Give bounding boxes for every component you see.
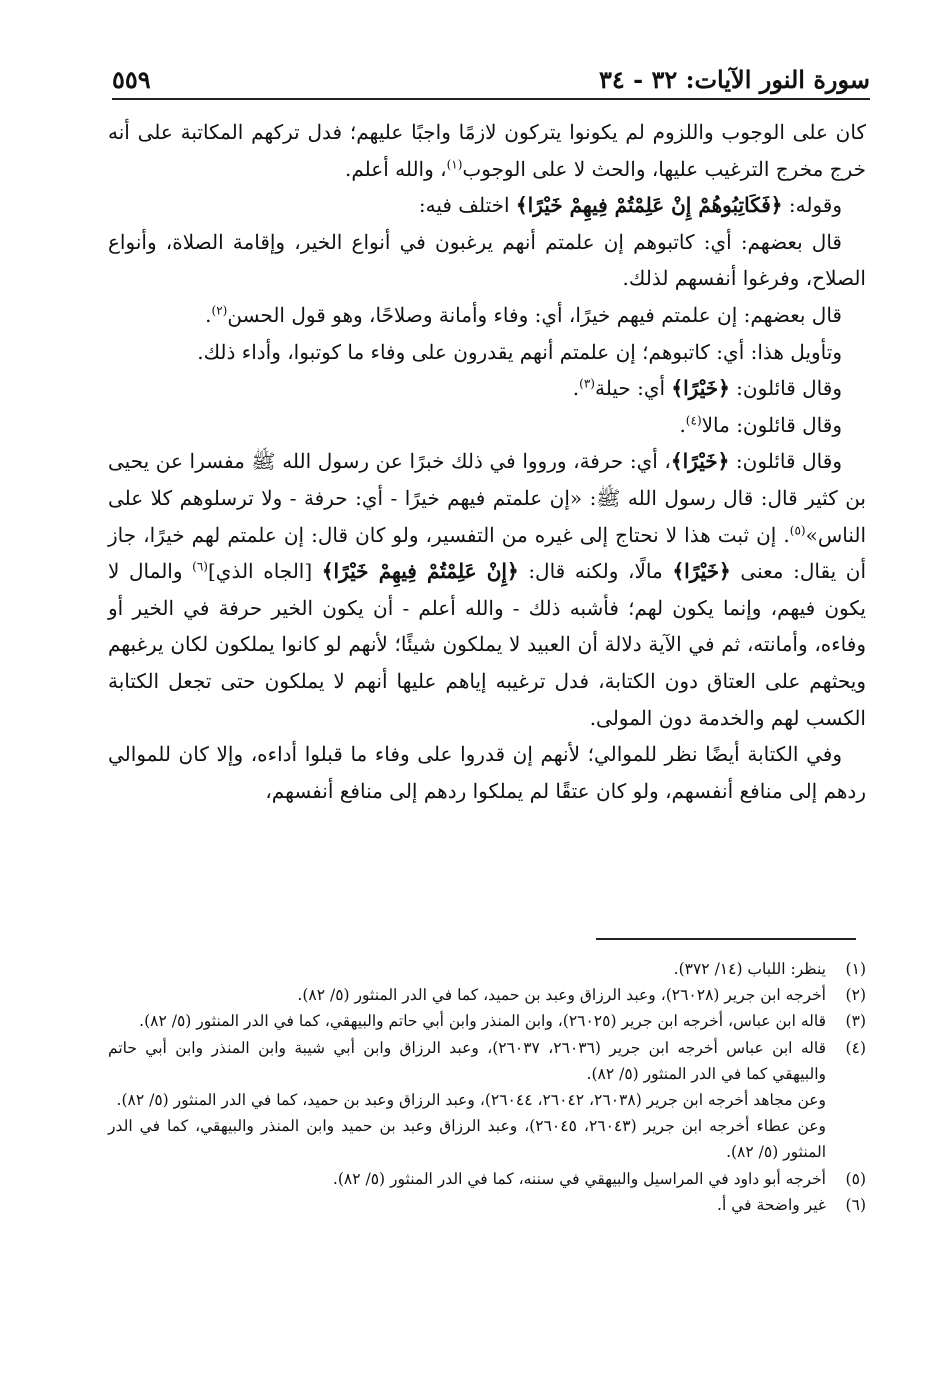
paragraph-4: قال بعضهم: إن علمتم فيهم خيرًا، أي: وفاء وأمانة وصلاحًا، وهو قول الحسن$^{(٢)}$. [205, 302, 842, 327]
paragraph-5: وتأويل هذا: أي: كاتبوهم؛ إن علمتم أنهم يقدرون على وفاء ما كوتبوا، وأداء ذلك. [197, 339, 842, 364]
footnote-subitem: وعن عطاء أخرجه ابن جرير (٢٦٠٤٣، ٢٦٠٤٥)، وعبد الرزاق وعبد بن حميد وابن المنذر والبيهقي، كما في الدر المنثور (٥/ ٨٢). [108, 1117, 826, 1162]
paragraph-6: وقال قائلون: ﴿خَيْرًا﴾ أي: حيلة$^{(٣)}$. [572, 376, 842, 401]
footnote-ref-3: (٣) [579, 376, 595, 391]
footnote-ref-4: (٤) [685, 413, 702, 428]
paragraph-3: قال بعضهم: أي: كاتبوهم إن علمتم أنهم يرغبون في أنواع الخير، وإقامة الصلاة، وأنواع الصلاح، وفرغوا أنفسهم لذلك. [108, 229, 866, 291]
footnote-ref-2: (٢) [211, 303, 228, 318]
quran-word: ﴿خَيْرًا﴾ [671, 376, 730, 401]
footnote-item: (٦) غير واضحة في أ. [717, 1195, 866, 1214]
quran-verse: ﴿إِنْ عَلِمْتُمْ فِيهِمْ خَيْرًا﴾ [321, 559, 519, 584]
page-header [112, 56, 870, 94]
paragraph-8: وقال قائلون: ﴿خَيْرًا﴾، أي: حرفة، ورووا في ذلك خبرًا عن رسول الله ﷺ مفسرا عن يحيى بن كثير قال: قال رسول الله ﷺ: «إن علمتم فيهم خيرًا - أي: حرفة - ولا ترسلوهم كلا على الناس»$^{(٥)}$. إن ثبت هذا لا نحتاج إلى غيره من التفسير، ولو كان قال: إن علمتم لهم خيرًا، جاز أن يقال: معنى ﴿خَيْرًا﴾ مالًا، ولكنه قال: ﴿إِنْ عَلِمْتُمْ فِيهِمْ خَيْرًا﴾ [الجاه الذي]$^{(٦)}$ والمال لا يكون فيهم، وإنما يكون لهم؛ فأشبه ذلك - والله أعلم - أن يكون الخير حرفة في الخير أو وفاءه، وأمانته، ثم في الآية دلالة أن العبيد لا يملكون شيئًا؛ لأنهم لو كانوا يملكون لكان يرغبهم ويحثهم على العتاق دون الكتابة، فدل ترغيبه إياهم عليها أنهم لا يملكون حتى تجعل الكتابة الكسب لهم والخدمة دون المولى. [108, 449, 867, 730]
paragraph-1: كان على الوجوب واللزوم لم يكونوا يتركون لازمًا واجبًا عليهم؛ فدل تركهم المكاتبة على أنه خرج مخرج الترغيب عليها، والحث لا على الوجوب$^{(١)}$، والله أعلم. [108, 120, 866, 181]
footnote-ref-6: (٦) [192, 559, 208, 574]
paragraph-9: وفي الكتابة أيضًا نظر للموالي؛ لأنهم إن قدروا على وفاء ما قبلوا أداءه، وإلا كان للموالي ردهم إلى منافع أنفسهم، ولو كان عتقًا لم يملكوا ردهم إلى منافع أنفسهم، [108, 742, 866, 803]
footnote-item: (٣) قاله ابن عباس، أخرجه ابن جرير (٢٦٠٢٥)، وابن المنذر وابن أبي حاتم والبيهقي، كما في الدر المنثور (٥/ ٨٢). [139, 1012, 866, 1031]
footnote-divider [596, 938, 856, 940]
quran-verse: ﴿فَكَاتِبُوهُمْ إِنْ عَلِمْتُمْ فِيهِمْ خَيْرًا﴾ [515, 193, 783, 218]
footnote-item: (٤) قاله ابن عباس أخرجه ابن جرير (٢٦٠٣٦، ٢٦٠٣٧)، وعبد الرزاق وابن أبي شيبة وابن المنذر وابن أبي حاتم والبيهقي كما في الدر المنثور (٥/ ٨٢). [108, 1038, 866, 1083]
main-text [108, 114, 866, 809]
page-number: ٥٥٩ [112, 65, 151, 94]
paragraph-7: وقال قائلون: مالا$^{(٤)}$. [679, 412, 842, 437]
footnote-subitem: وعن مجاهد أخرجه ابن جرير (٢٦٠٣٨، ٢٦٠٤٢، ٢٦٠٤٤)، وعبد الرزاق وعبد بن حميد، كما في الدر المنثور (٥/ ٨٢). [116, 1091, 826, 1110]
footnotes [108, 956, 866, 1218]
header-divider [112, 98, 870, 100]
paragraph-2: وقوله: ﴿فَكَاتِبُوهُمْ إِنْ عَلِمْتُمْ فِيهِمْ خَيْرًا﴾ اختلف فيه: [418, 193, 842, 218]
footnote-ref-5: (٥) [789, 522, 806, 537]
footnote-item: (٥) أخرجه أبو داود في المراسيل والبيهقي في سننه، كما في الدر المنثور (٥/ ٨٢). [332, 1169, 866, 1188]
footnote-item: (٢) أخرجه ابن جرير (٢٦٠٢٨)، وعبد الرزاق وعبد بن حميد، كما في الدر المنثور (٥/ ٨٢). [297, 986, 866, 1005]
footnote-ref-1: (١) [446, 156, 463, 171]
running-title: سورة النور الآيات: ٣٢ - ٣٤ [599, 65, 870, 94]
quran-word: ﴿خَيْرًا﴾ [670, 449, 730, 474]
footnote-item: (١) ينظر: اللباب (١٤/ ٣٧٢). [673, 960, 866, 978]
quran-word: ﴿خَيْرًا﴾ [672, 559, 731, 584]
